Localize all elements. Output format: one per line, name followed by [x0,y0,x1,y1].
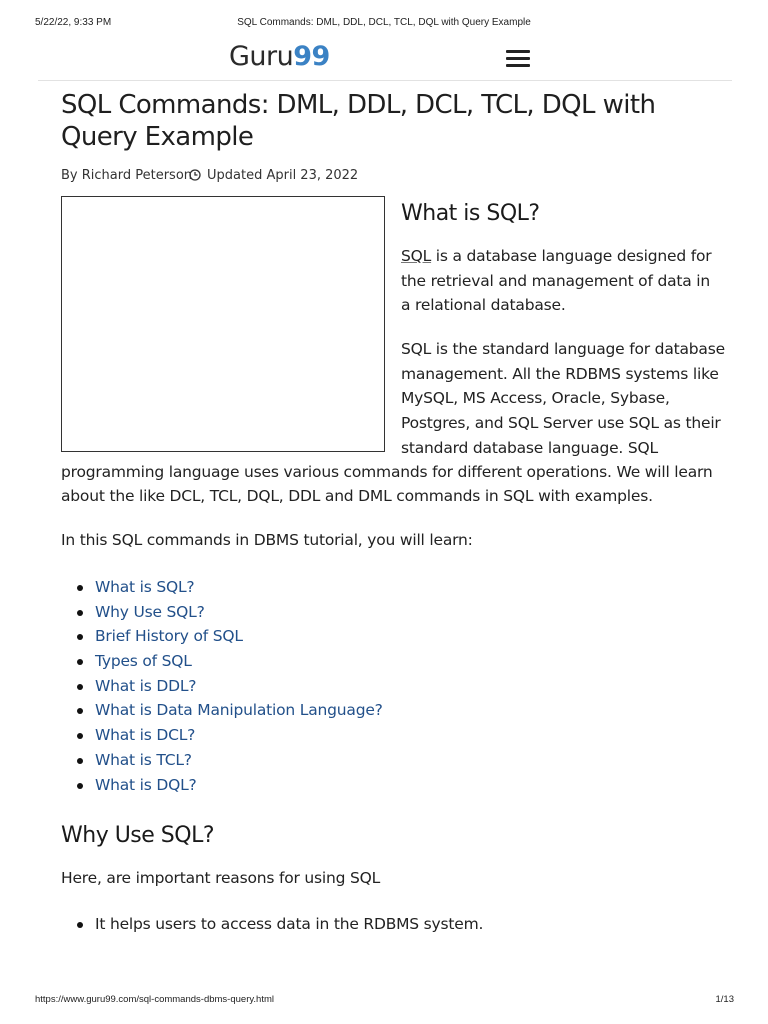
toc-link-what-is-sql[interactable]: What is SQL? [95,578,195,596]
site-header [38,38,732,81]
para-line: SQL is the standard language for database [401,340,725,358]
media-placeholder [61,196,385,452]
toc-item [61,750,383,775]
para-line: MySQL, MS Access, Oracle, Sybase, [401,389,670,407]
toc-link-what-is-tcl[interactable]: What is TCL? [95,750,192,769]
toc-item [61,676,383,701]
toc-link-why-use-sql[interactable]: Why Use SQL? [95,602,205,621]
why-bullet-list [61,914,483,939]
sql-intro-paragraph [401,244,716,318]
sql-link[interactable]: SQL [401,247,432,265]
toc-intro: In this SQL commands in DBMS tutorial, you will learn: [61,531,473,549]
site-logo[interactable] [229,41,330,72]
toc-link-what-is-dcl[interactable]: What is DCL? [95,726,196,745]
para-line: standard database language. SQL [401,439,658,457]
toc-link-brief-history[interactable]: Brief History of SQL [95,627,243,646]
toc-link-types-of-sql[interactable]: Types of SQL [95,652,192,671]
print-header [0,17,768,31]
page-number: 1/13 [715,994,734,1005]
updated-date: Updated April 23, 2022 [207,168,359,183]
toc-item [61,602,383,627]
para-line: about the like DCL, TCL, DQL, DDL and DML commands in SQL with examples. [61,487,653,505]
print-doc-title: SQL Commands: DML, DDL, DCL, TCL, DQL with Query Example [237,17,531,28]
hamburger-menu-icon[interactable] [506,48,530,68]
toc-link-what-is-dml[interactable]: What is Data Manipulation Language? [95,701,383,720]
para-line: management. All the RDBMS systems like [401,365,719,383]
para-line: programming language uses various commands for different operations. We will learn [61,463,713,481]
toc-link-what-is-dql[interactable]: What is DQL? [95,775,197,794]
toc-item [61,700,383,725]
toc-item [61,725,383,750]
page-url: https://www.guru99.com/sql-commands-dbms-query.html [35,994,274,1005]
page-title: SQL Commands: DML, DDL, DCL, TCL, DQL with Query Example [61,90,656,152]
author: By Richard Peterson [61,168,193,183]
what-is-sql-heading: What is SQL? [401,201,540,226]
sql-intro-text: is a database language designed for the retrieval and management of data in a relational database. [401,247,712,314]
toc-item [61,651,383,676]
why-use-sql-heading: Why Use SQL? [61,823,215,848]
byline [61,168,359,183]
logo-text: Guru [229,41,294,72]
toc-item [61,626,383,651]
toc-item [61,577,383,602]
list-item: It helps users to access data in the RDBMS system. [61,914,483,939]
logo-number: 99 [293,41,330,72]
why-intro: Here, are important reasons for using SQL [61,869,381,887]
table-of-contents [61,577,383,799]
para-line: Postgres, and SQL Server use SQL as their [401,414,721,432]
clock-icon [189,169,201,181]
toc-item [61,775,383,800]
print-datetime: 5/22/22, 9:33 PM [35,17,112,28]
toc-link-what-is-ddl[interactable]: What is DDL? [95,676,197,695]
